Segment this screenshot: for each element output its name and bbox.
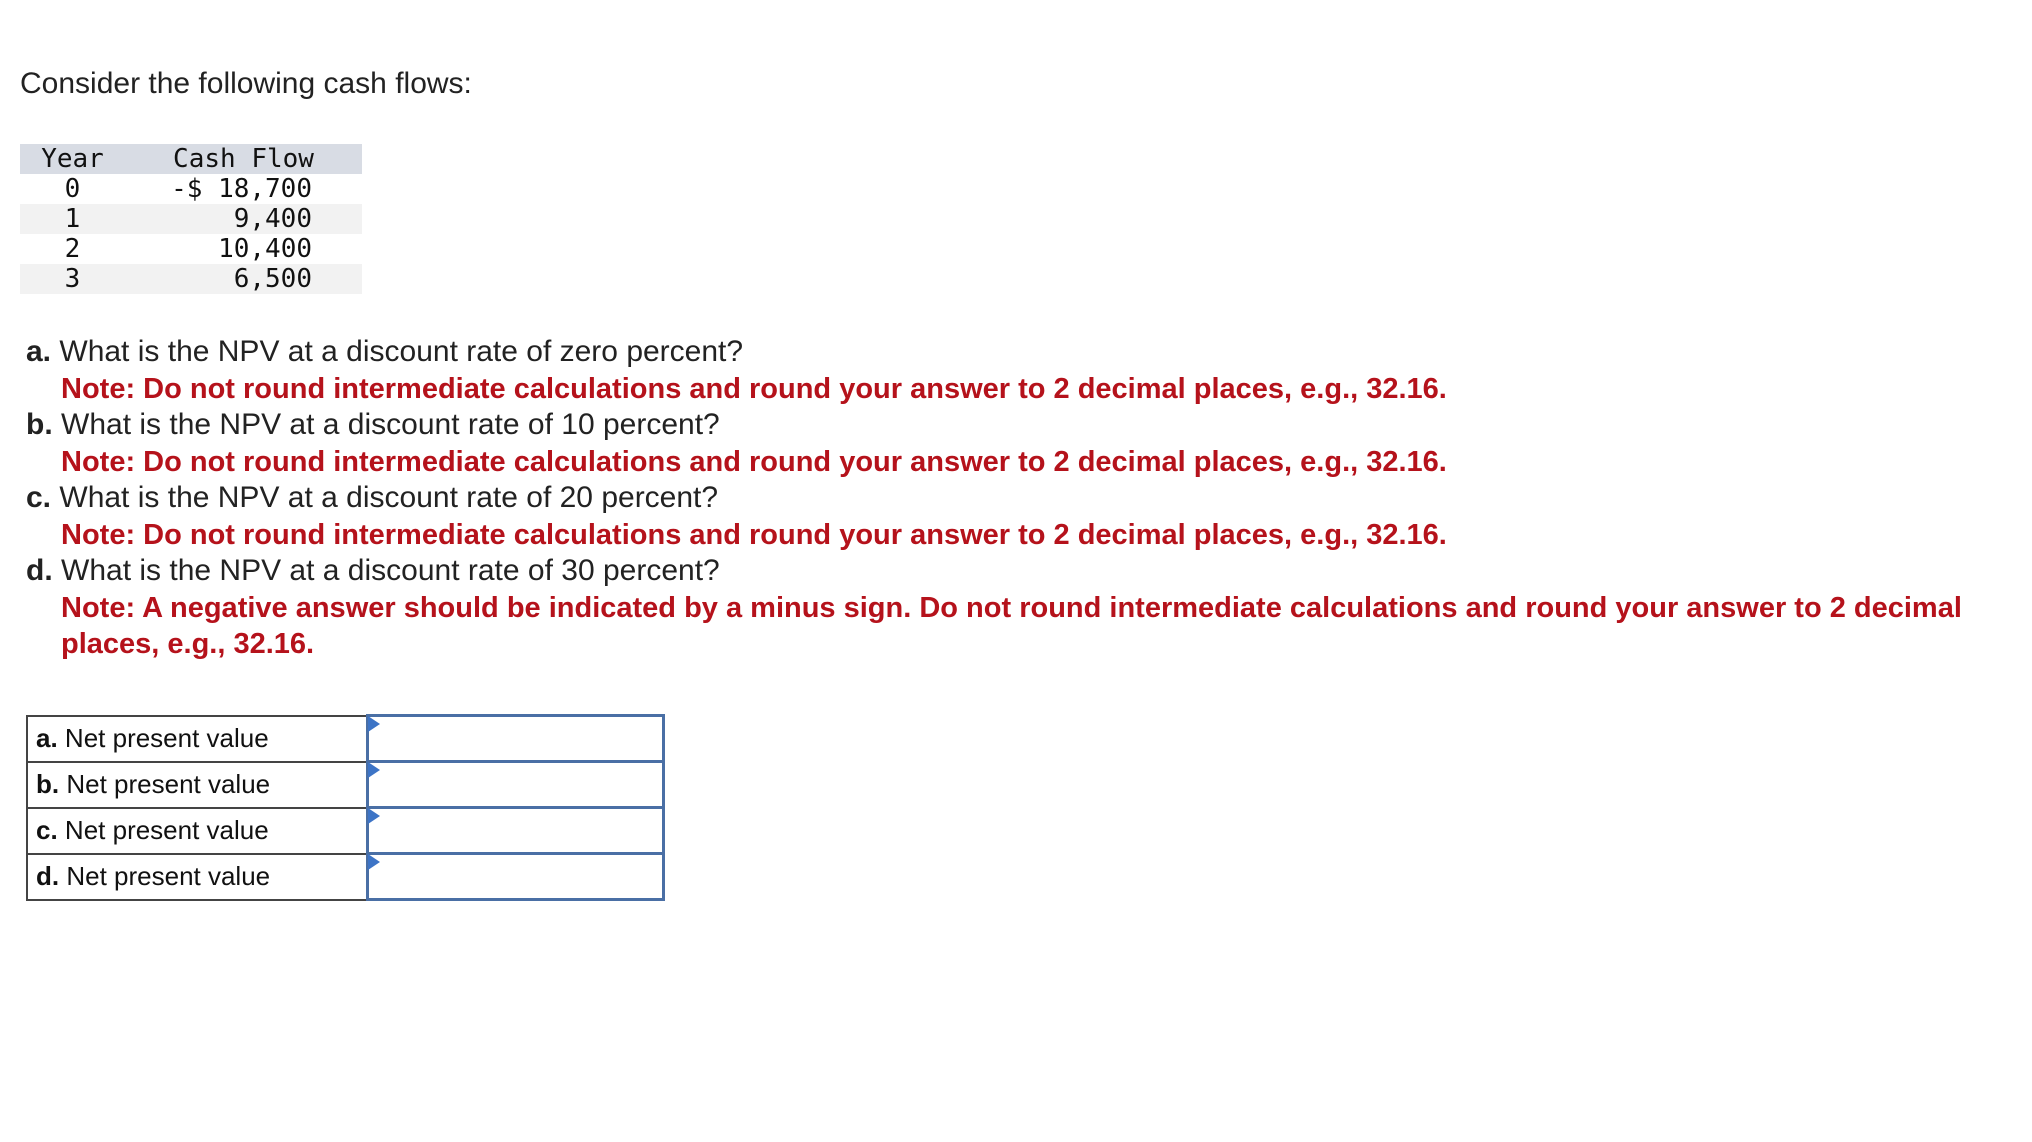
- answer-row-d: [27, 854, 663, 900]
- triangle-flag-icon: [368, 854, 380, 870]
- question-letter: a.: [26, 335, 52, 368]
- cash-flow-cell: -$ 18,700: [171, 174, 312, 204]
- question-d-note: Note: A negative answer should be indicated by a minus sign. Do not round intermediate calculations and round your answer to 2 decimal places, e.g., 32.16.: [61, 591, 1962, 660]
- year-cell: 1: [64, 204, 81, 234]
- question-letter: d.: [26, 554, 53, 587]
- year-cell: 3: [64, 264, 81, 294]
- triangle-flag-icon: [368, 762, 380, 778]
- question-a: [26, 334, 1966, 371]
- table-row: [20, 234, 362, 264]
- question-d: [26, 553, 1966, 590]
- answer-label-text: Net present value: [64, 723, 269, 753]
- answer-label-b: [27, 762, 367, 808]
- answer-cell-b[interactable]: [367, 762, 663, 808]
- answer-row-c: [27, 808, 663, 854]
- answer-cell-d[interactable]: [367, 854, 663, 900]
- question-text: What is the NPV at a discount rate of 10 percent?: [61, 408, 720, 441]
- questions-block: [26, 334, 1966, 663]
- cash-flow-cell: 6,500: [233, 264, 312, 294]
- cash-flow-header: Cash Flow: [173, 144, 314, 174]
- table-row: [20, 264, 362, 294]
- table-row: [20, 174, 362, 204]
- answer-cell-c[interactable]: [367, 808, 663, 854]
- cash-flow-cell: 9,400: [233, 204, 312, 234]
- answer-row-b: [27, 762, 663, 808]
- question-b-note: Note: Do not round intermediate calculations and round your answer to 2 decimal places, e.g., 32.16.: [61, 445, 1447, 478]
- table-row: [20, 204, 362, 234]
- question-b: [26, 407, 1966, 444]
- answer-letter: a.: [36, 723, 58, 753]
- answer-label-d: [27, 854, 367, 900]
- year-cell: 0: [64, 174, 81, 204]
- npv-input-a[interactable]: [369, 717, 662, 760]
- answer-label-text: Net present value: [64, 815, 269, 845]
- answer-cell-a[interactable]: [367, 716, 663, 762]
- npv-input-b[interactable]: [369, 763, 662, 806]
- question-text: What is the NPV at a discount rate of zero percent?: [59, 335, 744, 368]
- answer-label-text: Net present value: [66, 861, 271, 891]
- question-letter: c.: [26, 481, 52, 514]
- answer-row-a: [27, 716, 663, 762]
- answer-table: [26, 714, 665, 901]
- answer-label-text: Net present value: [66, 769, 271, 799]
- intro-text: Consider the following cash flows:: [20, 67, 472, 100]
- npv-input-c[interactable]: [369, 809, 662, 852]
- answer-letter: c.: [36, 815, 58, 845]
- npv-input-d[interactable]: [369, 855, 662, 898]
- cash-flow-cell: 10,400: [218, 234, 312, 264]
- cash-flow-header-row: [20, 144, 362, 174]
- question-a-note: Note: Do not round intermediate calculations and round your answer to 2 decimal places, e.g., 32.16.: [61, 372, 1447, 405]
- question-text: What is the NPV at a discount rate of 30 percent?: [61, 554, 720, 587]
- answer-letter: b.: [36, 769, 60, 799]
- answer-label-c: [27, 808, 367, 854]
- triangle-flag-icon: [368, 716, 380, 732]
- year-header: Year: [41, 144, 104, 174]
- question-letter: b.: [26, 408, 53, 441]
- year-cell: 2: [64, 234, 81, 264]
- cash-flow-table: [20, 144, 362, 294]
- answer-label-a: [27, 716, 367, 762]
- triangle-flag-icon: [368, 808, 380, 824]
- question-c-note: Note: Do not round intermediate calculations and round your answer to 2 decimal places, e.g., 32.16.: [61, 518, 1447, 551]
- question-text: What is the NPV at a discount rate of 20 percent?: [59, 481, 719, 514]
- answer-letter: d.: [36, 861, 60, 891]
- question-c: [26, 480, 1966, 517]
